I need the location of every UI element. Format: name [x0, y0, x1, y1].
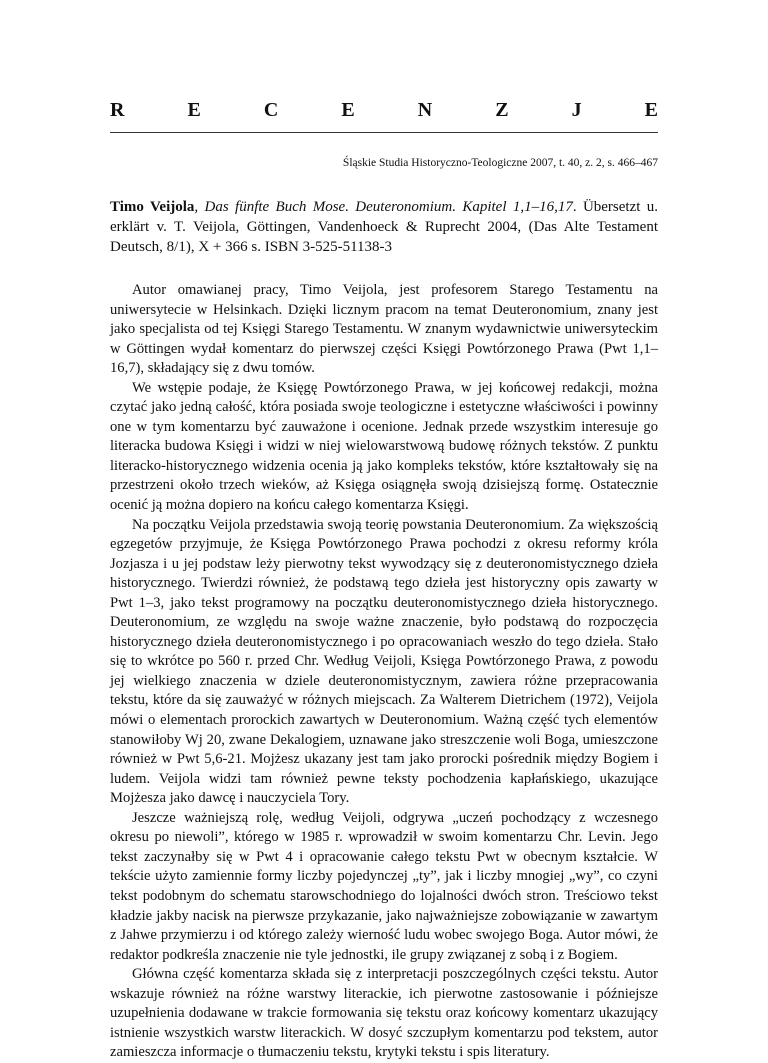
header-divider — [110, 132, 658, 133]
section-header — [110, 96, 658, 126]
journal-reference: Śląskie Studia Historyczno-Teologiczne 2007, t. 40, z. 2, s. 466–467 — [342, 157, 658, 169]
citation-title: Das fünfte Buch Mose. Deuteronomium. Kapitel 1,1–16,17 — [204, 199, 573, 215]
body-paragraph: Na początku Veijola przedstawia swoją teorię powstania Deuteronomium. Za większością egzegetów przyjmuje, że Księga Powtórzonego Prawa pochodzi z okresu reformy króla Jozjasza i u jej podstaw leży pierwotny tekst wywodzący się z deuteronomistycznego dzieła historycznego. Twierdzi również, że podstawą tego dzieła jest historyczny opis zawarty w Pwt 1–3, jako tekst programowy na początku deuteronomistycznego dzieła historycznego. Deuteronomium, ze względu na swoje ważne znaczenie, było podstawą do rozpoczęcia historycznego dzieła deuteronomistycznego i po opracowaniach weszło do tego dzieła. Stało się to wkrótce po 560 r. przed Chr. Według Veijoli, Księga Powtórzonego Prawa, z powodu jej wielkiego znaczenia w dziele deuteronomistycznym, zawiera różne przepracowania tekstu, które da się zauważyć w różnych miejscach. Za Walterem Dietrichem (1972), Veijola mówi o elementach prorockich zawartych w Deuteronomium. Ważną część tych elementów stanowiłoby Wj 20, zwane Dekalogiem, uznawane jako streszczenie woli Boga, umieszczone również w Pwt 5,6-21. Mojżesz ukazany jest tam jako prorocki pośrednik między Bogiem i ludem. Veijola widzi tam również pewne teksty pochodzenia kapłańskiego, ukazujące Mojżesza jako dawcę i nauczyciela Tory. — [110, 516, 658, 807]
section-title-letter: E — [187, 99, 201, 121]
section-title-letter: N — [417, 99, 433, 121]
citation-details: . Übersetzt u. erklärt v. T. Veijola, Göttingen, Vandenhoeck & Ruprecht 2004, (Das Alte Testament Deutsch, 8/1), X + 366 s. ISBN 3-525-51138-3 — [110, 199, 659, 255]
body-paragraph: Jeszcze ważniejszą rolę, według Veijoli, odgrywa „uczeń pochodzący z wczesnego okresu po niewoli”, którego w 1985 r. wprowadził w swoim komentarzu Chr. Levin. Jego tekst zaczynałby się w Pwt 4 i opracowanie całego tekstu Pwt w obecnym kształcie. W tekście użyto zamiennie formy liczby pojedynczej „ty”, jak i liczby mnogiej „wy”, co czyni tekst podobnym do schematu starowschodniego do lojalności dwóch stron. Treściowo tekst kładzie jakby nacisk na pierwsze przykazanie, jako najważniejsze zobowiązanie w zawartym z Jahwe przymierzu i od którego zależy wierność ludu wobec swojego Boga. Autor mówi, że redaktor podkreśla znaczenie nie tyle jednostki, ile grupy związanej z sobą i z Bogiem. — [110, 809, 658, 963]
citation-author: Timo Veijola — [110, 199, 195, 215]
section-title-letter: E — [341, 99, 355, 121]
section-title-letter: J — [571, 99, 582, 121]
body-paragraph: We wstępie podaje, że Księgę Powtórzonego Prawa, w jej końcowej redakcji, można czytać jako jedną całość, która posiada swoje teologiczne i estetyczne właściwości i powinny one w tym komentarzu być zauważone i ocenione. Jednak przede wszystkim interesuje go literacka budowa Księgi i widzi w niej wielowarstwową budowę różnych tekstów. Z punktu literacko-historycznego widzenia ocenia ją jako kompleks tekstów, które kształtowały się na przestrzeni około trzech wieków, aż Księga osiągnęła swoją dzisiejszą formę. Ostatecznie ocenić ją można dopiero na końcu całego komentarza Księgi. — [110, 379, 658, 514]
section-title-letter: Z — [495, 99, 509, 121]
review-page — [110, 96, 658, 1063]
body-paragraph: Autor omawianej pracy, Timo Veijola, jest profesorem Starego Testamentu na uniwersytecie w Helsinkach. Dzięki licznym pracom na temat Deuteronomium, znany jest jako specjalista od tej Księgi Starego Testamentu. W znanym wydawnictwie uniwersyteckim w Göttingen wydał komentarz do pierwszej części Księgi Powtórzonego Prawa (Pwt 1,1–16,7), składający się z dwu tomów. — [110, 282, 658, 377]
section-title-letter: E — [644, 99, 658, 121]
section-title-letter: R — [110, 99, 125, 121]
book-citation — [110, 197, 658, 257]
body-paragraph: Główna część komentarza składa się z interpretacji poszczególnych części tekstu. Autor wskazuje również na różne warstwy literackie, ich pierwotne zastosowanie i późniejsze uzupełnienia dodawane w trakcie formowania się tekstu oraz końcowy komentarz ukazujący istnienie wszystkich warstw literackich. W dosyć szczupłym komentarzu pod tekstem, autor zamieszcza informacje o tłumaczeniu tekstu, krytyki tekstu i spis literatury. — [110, 966, 658, 1061]
review-body — [110, 281, 658, 1063]
citation-separator: , — [194, 199, 205, 215]
section-title-letter: C — [263, 99, 279, 121]
section-title — [110, 96, 658, 124]
